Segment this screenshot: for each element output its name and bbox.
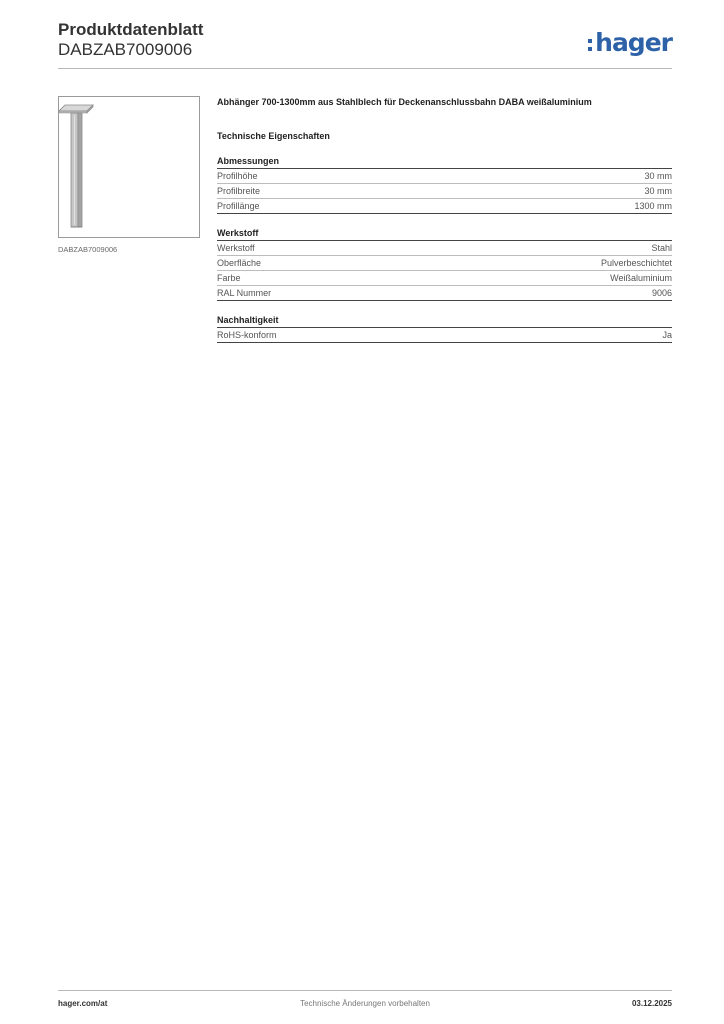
section-heading-technical: Technische Eigenschaften: [217, 131, 330, 141]
property-label: Profilhöhe: [217, 171, 258, 181]
product-description: Abhänger 700-1300mm aus Stahlblech für Deckenanschlussbahn DABA weißaluminium: [217, 97, 592, 107]
property-row: [217, 328, 672, 343]
document-title: Produktdatenblatt: [58, 20, 204, 39]
property-value: Pulverbeschichtet: [600, 258, 672, 268]
page-footer: [58, 998, 672, 1012]
footer-date: 03.12.2025: [631, 999, 672, 1008]
group-dimensions: [217, 155, 672, 214]
property-value: 1300 mm: [634, 201, 672, 211]
hager-logo[interactable]: [588, 29, 672, 57]
group-sustainability: [217, 314, 672, 343]
property-row: [217, 286, 672, 301]
property-row: [217, 241, 672, 256]
property-value: Ja: [662, 330, 672, 340]
property-label: RoHS-konform: [217, 330, 277, 340]
image-caption: DABZAB7009006: [58, 245, 118, 254]
page-header: [58, 20, 672, 68]
article-number: DABZAB7009006: [58, 40, 193, 59]
group-material: [217, 227, 672, 301]
property-row: [217, 199, 672, 214]
property-label: Profilbreite: [217, 186, 261, 196]
property-row: [217, 271, 672, 286]
property-row: [217, 169, 672, 184]
group-title: Abmessungen: [217, 155, 672, 169]
footer-notice: Technische Änderungen vorbehalten: [300, 999, 430, 1008]
property-label: Profillänge: [217, 201, 260, 211]
property-value: 9006: [651, 288, 672, 298]
footer-website-link[interactable]: hager.com/at: [58, 999, 108, 1008]
property-value: Stahl: [651, 243, 672, 253]
header-divider: [58, 68, 672, 69]
product-details: [217, 96, 672, 343]
property-value: 30 mm: [644, 171, 672, 181]
logo-colon-icon: [588, 39, 592, 51]
ceiling-hanger-icon: [59, 97, 199, 237]
property-row: [217, 256, 672, 271]
property-row: [217, 184, 672, 199]
group-title: Werkstoff: [217, 227, 672, 241]
footer-divider: [58, 990, 672, 991]
property-label: Oberfläche: [217, 258, 262, 268]
property-label: Farbe: [217, 273, 241, 283]
group-title: Nachhaltigkeit: [217, 314, 672, 328]
property-label: RAL Nummer: [217, 288, 272, 298]
property-value: Weißaluminium: [610, 273, 672, 283]
product-image: [58, 96, 200, 238]
logo-text: hager: [595, 28, 672, 57]
property-label: Werkstoff: [217, 243, 255, 253]
property-value: 30 mm: [644, 186, 672, 196]
